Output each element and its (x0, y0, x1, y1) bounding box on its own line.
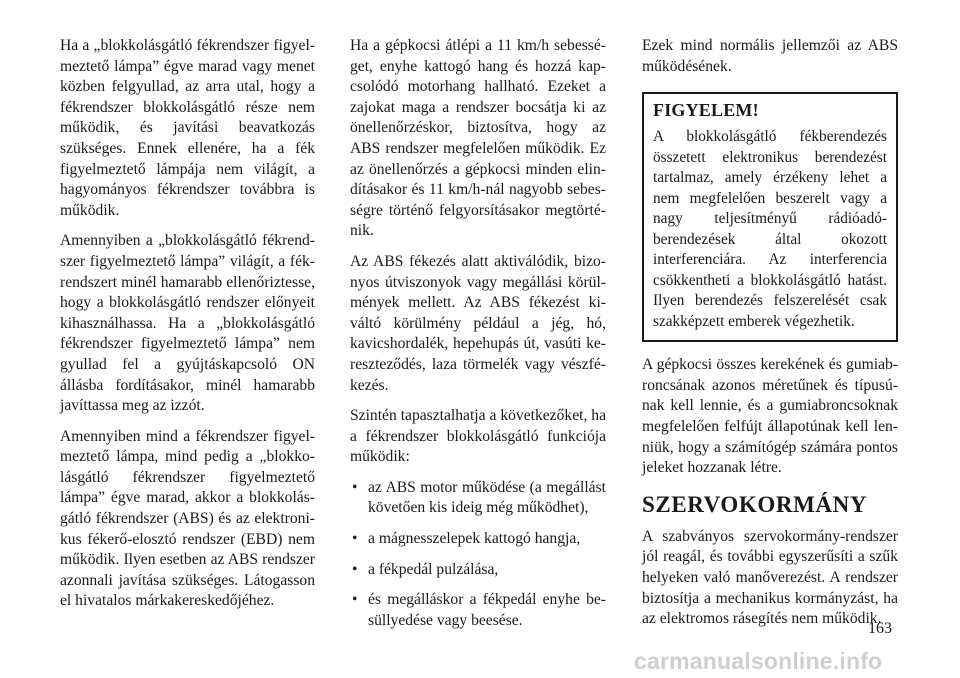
bullet-marker: • (352, 478, 358, 496)
abs-symptoms-list (350, 478, 606, 632)
list-item-text: a mágnesszelepek kattogó hangja, (368, 530, 581, 548)
page-number: 163 (868, 620, 892, 637)
list-item-text: a fékpedál pulzálása, (368, 560, 499, 578)
paragraph-abs-activation: Az ABS fékezés alatt aktiválódik, bizonyos útviszonyok vagy megállási körülmények mellett. Az ABS fékezést kiváltó körülmény például a jég, hó, kavicshordalék, hepehupás út, vasúti kereszteződés, laza törmelék vagy vészfékezés. (350, 252, 606, 394)
paragraph-normal-abs: Ezek mind normális jellemzői az ABS működésének. (642, 37, 898, 75)
section-heading-power-steering: SZERVOKORMÁNY (642, 491, 868, 517)
list-item-text: és megálláskor a fékpedál enyhe besüllyedése vagy beesése. (368, 591, 606, 629)
list-item (350, 590, 606, 631)
column-middle (350, 36, 606, 641)
paragraph-power-steering: A szabványos szervokormány-rendszer jól reagál, és további egyszerűsíti a szűk helyeken való manőverezést. A rendszer biztosítja a mechanikus kormányzást, ha az elektromos rásegítés nem működik. (642, 527, 898, 628)
paragraph-tires: A gépkocsi összes kerekének és gumiabroncsának azonos méretűnek és típusúnak kell lennie, és a gumiabroncsoknak megfelelően felfújt állapotúnak kell lenniük, hogy a számítógép számára pontos jeleket hozzanak létre. (642, 356, 898, 477)
warning-box (642, 92, 898, 342)
bullet-marker: • (352, 560, 358, 578)
warning-text: A blokkolásgátló fékberendezés összetett elektronikus berendezést tartalmaz, amely érzékeny lehet a nem megfelelően beszerelt vagy a nagy teljesítményű rádióadó-berendezések által okozott interferenciára. Az interferencia csökkentheti a blokkolásgátló hatást. Ilyen berendezés felszerelését csak szakképzett emberek végezhetik. (653, 128, 887, 330)
column-left (60, 36, 315, 622)
list-item (350, 529, 606, 550)
paragraph-abs-check: Amennyiben a „blokkolásgátló fékrendszer figyelmeztető lámpa” világít, a fékrendszert minél hamarabb ellenőriztesse, hogy a blokkolásgátló rendszer előnyeit kihasználhassa. Ha a „blokkolásgátló fékrendszer figyelmeztető lámpa” nem gyullad fel a gyújtáskapcsoló ON állásba fordításakor, minél hamarabb javíttassa meg az izzót. (60, 232, 315, 415)
paragraph-abs-warning-lamp: Ha a „blokkolásgátló fékrendszer figyelmeztető lámpa” égve marad vagy menet közben felgyullad, az arra utal, hogy a fékrendszer blokkolásgátló része nem működik, és javítási beavatkozás szükséges. Ennek ellenére, ha a fék figyelmeztető lámpája nem világít, a hagyományos fékrendszer továbbra is működik. (60, 37, 315, 219)
list-item (350, 478, 606, 519)
bullet-marker: • (352, 591, 358, 609)
paragraph-abs-ebd-failure: Amennyiben mind a fékrendszer figyelmeztető lámpa, mind pedig a „blokkolásgátló fékrendszer figyelmeztető lámpa” égve marad, akkor a blokkolásgátló fékrendszer (ABS) és az elektronikus fékerő-elosztó rendszer (EBD) nem működik. Ilyen esetben az ABS rendszer azonnali javítása szükséges. Látogasson el hivatalos márkakereskedőjéhez. (60, 427, 315, 610)
list-item-text: az ABS motor működése (a megállást követően kis ideig még működhet), (368, 478, 606, 517)
paragraph-abs-symptoms-intro: Szintén tapasztalhatja a következőket, ha a fékrendszer blokkolásgátló funkciója működik: (350, 407, 606, 466)
bullet-marker: • (352, 530, 358, 548)
watermark: carmanualsonline.info (634, 648, 883, 674)
warning-title: FIGYELEM! (653, 100, 759, 121)
list-item (350, 560, 606, 581)
paragraph-self-check: Ha a gépkocsi átlépi a 11 km/h sebességet, enyhe kattogó hang és hozzá kapcsolódó motorhang hallható. Ezeket a zajokat maga a rendszer bocsátja ki az önellenőrzéskor, biztosítva, hogy az ABS rendszer megfelelően működik. Ez az önellenőrzés a gépkocsi minden elindításakor és 11 km/h-nál nagyobb sebességre történő felgyorsításakor megtörténik. (350, 37, 606, 240)
column-right (642, 36, 898, 640)
